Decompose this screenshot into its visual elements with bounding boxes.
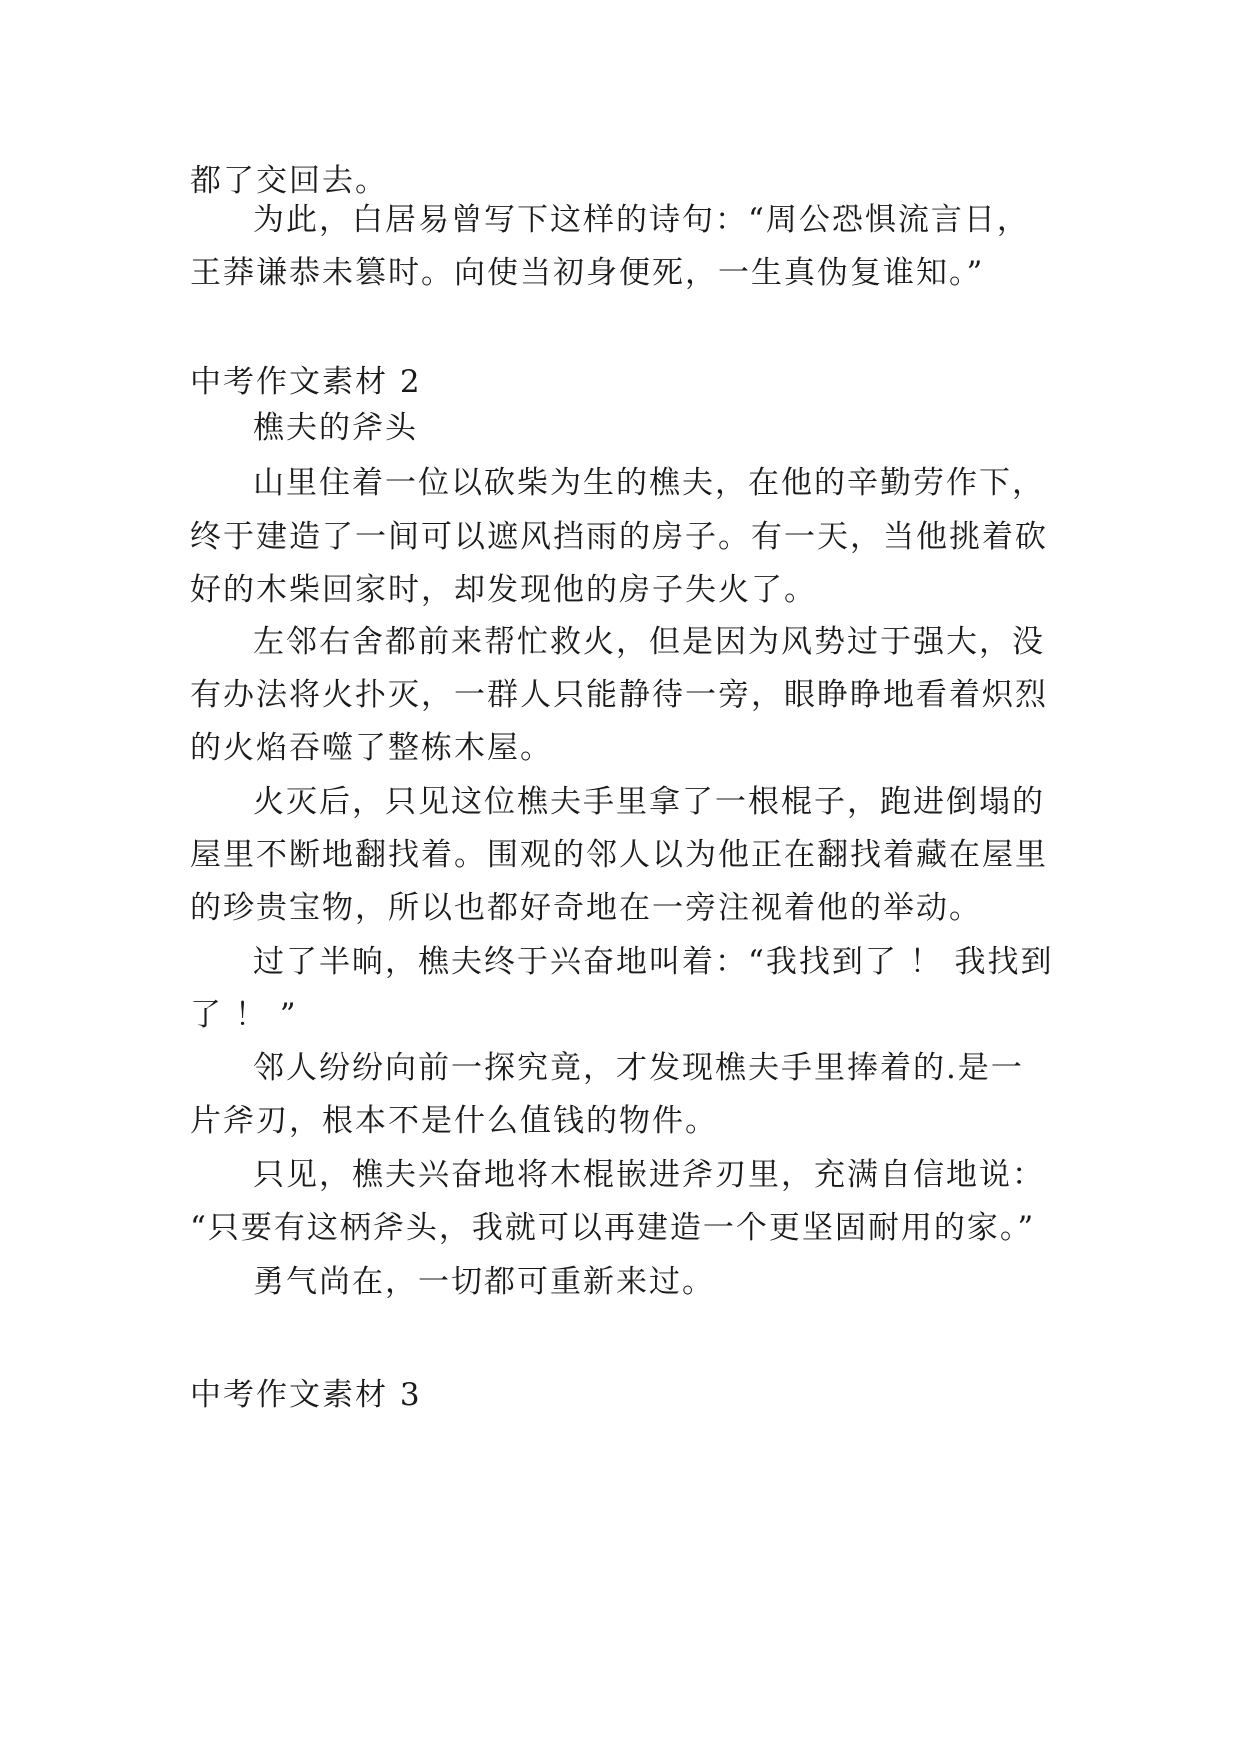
section-heading: 中考作文素材 2	[190, 364, 422, 400]
paragraph-line: 屋里不断地翻找着。围观的邻人以为他正在翻找着藏在屋里	[190, 837, 1048, 873]
paragraph-line: “只要有这柄斧头，我就可以再建造一个更坚固耐用的家。”	[190, 1210, 1036, 1246]
paragraph-line: 左邻右舍都前来帮忙救火，但是因为风势过于强大，没	[253, 624, 1045, 660]
paragraph-line: 勇气尚在，一切都可重新来过。	[253, 1264, 715, 1300]
paragraph-line: 邻人纷纷向前一探究竟，才发现樵夫手里捧着的.是一	[253, 1050, 1024, 1086]
paragraph-line: 王莽谦恭未篡时。向使当初身便死，一生真伪复谁知。”	[190, 255, 985, 291]
paragraph-line: 都了交回去。	[190, 163, 388, 199]
paragraph-line: 火灭后，只见这位樵夫手里拿了一根棍子，跑进倒塌的	[253, 784, 1045, 820]
paragraph-line: 为此，白居易曾写下这样的诗句：“周公恐惧流言日，	[253, 202, 1030, 238]
story-title: 樵夫的斧头	[253, 410, 418, 446]
paragraph-line: 片斧刃，根本不是什么值钱的物件。	[190, 1103, 718, 1139]
paragraph-line: 的珍贵宝物，所以也都好奇地在一旁注视着他的举动。	[190, 890, 982, 926]
paragraph-line: 只见，樵夫兴奋地将木棍嵌进斧刃里，充满自信地说：	[253, 1157, 1045, 1193]
paragraph-line: 的火焰吞噬了整栋木屋。	[190, 730, 553, 766]
paragraph-line: 过了半晌，樵夫终于兴奋地叫着：“我找到了 ！ 我找到	[253, 944, 1054, 980]
section-heading: 中考作文素材 3	[190, 1377, 422, 1413]
paragraph-line: 有办法将火扑灭，一群人只能静待一旁，眼睁睁地看着炽烈	[190, 677, 1048, 713]
paragraph-line: 了 ！ ”	[190, 997, 298, 1033]
paragraph-line: 终于建造了一间可以遮风挡雨的房子。有一天，当他挑着砍	[190, 519, 1048, 555]
paragraph-line: 山里住着一位以砍柴为生的樵夫，在他的辛勤劳作下，	[253, 465, 1045, 501]
paragraph-line: 好的木柴回家时，却发现他的房子失火了。	[190, 572, 817, 608]
